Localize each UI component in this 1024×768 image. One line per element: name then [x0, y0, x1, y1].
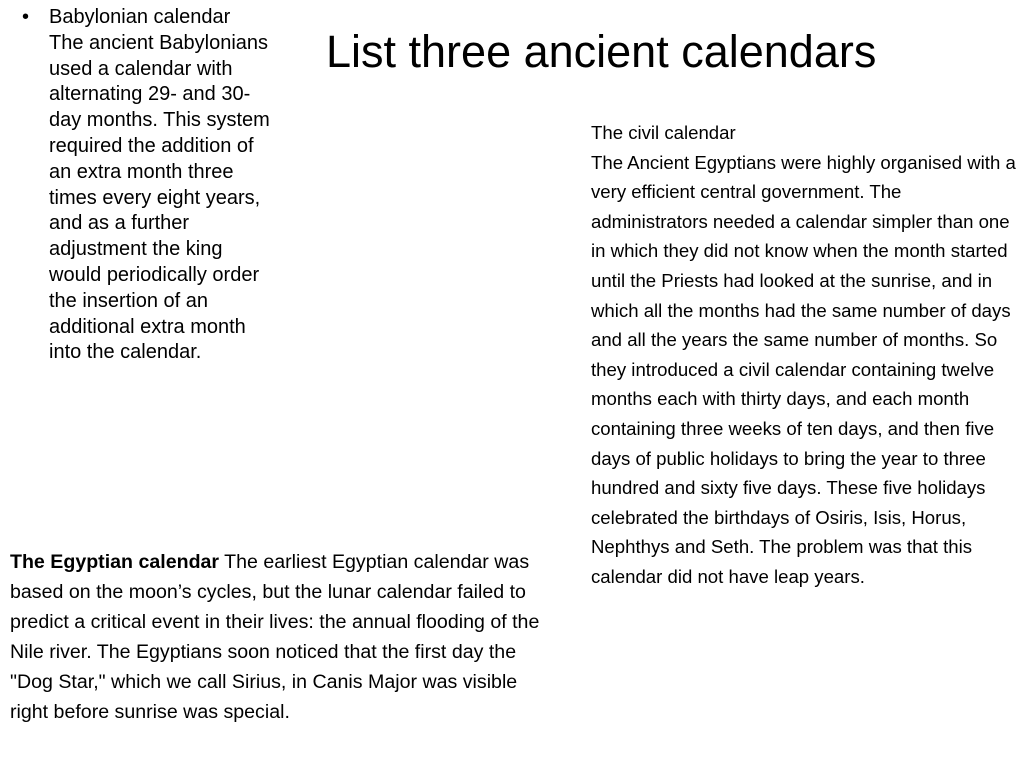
civil-calendar-body: The Ancient Egyptians were highly organised with a very efficient central government. The administrators needed a calendar simpler than one in which they did not know when the month started until the Priests had looked at the sunrise, and in which all the months had the same number of days and all the years the same number of months. So they introduced a civil calendar containing twelve months each with thirty days, and each month containing three weeks of ten days, and then five days of public holidays to bring the year to three hundred and sixty five days. These five holidays celebrated the birthdays of Osiris, Isis, Horus, Nephthys and Seth. The problem was that this calendar did not have leap years.	[591, 151, 1016, 587]
babylonian-calendar-bullet	[22, 5, 274, 366]
babylonian-calendar-text	[49, 5, 274, 366]
egyptian-calendar-heading: The Egyptian calendar	[10, 551, 220, 573]
babylonian-calendar-heading: Babylonian calendar	[49, 6, 231, 28]
civil-calendar-paragraph	[591, 118, 1019, 592]
bullet-marker: •	[22, 6, 30, 28]
babylonian-calendar-body: The ancient Babylonians used a calendar with alternating 29- and 30-day months. This system required the addition of an extra month three times every eight years, and as a further adjustment the king would periodically order the insertion of an additional extra month into the calendar.	[49, 31, 270, 364]
egyptian-calendar-paragraph	[10, 547, 558, 727]
egyptian-calendar-body: The earliest Egyptian calendar was based on the moon’s cycles, but the lunar calendar failed to predict a critical event in their lives: the annual flooding of the Nile river. The Egyptians soon noticed that the first day the "Dog Star," which we call Sirius, in Canis Major was visible right before sunrise was special.	[10, 551, 540, 723]
slide-title: List three ancient calendars	[326, 26, 877, 77]
civil-calendar-heading: The civil calendar	[591, 122, 736, 143]
